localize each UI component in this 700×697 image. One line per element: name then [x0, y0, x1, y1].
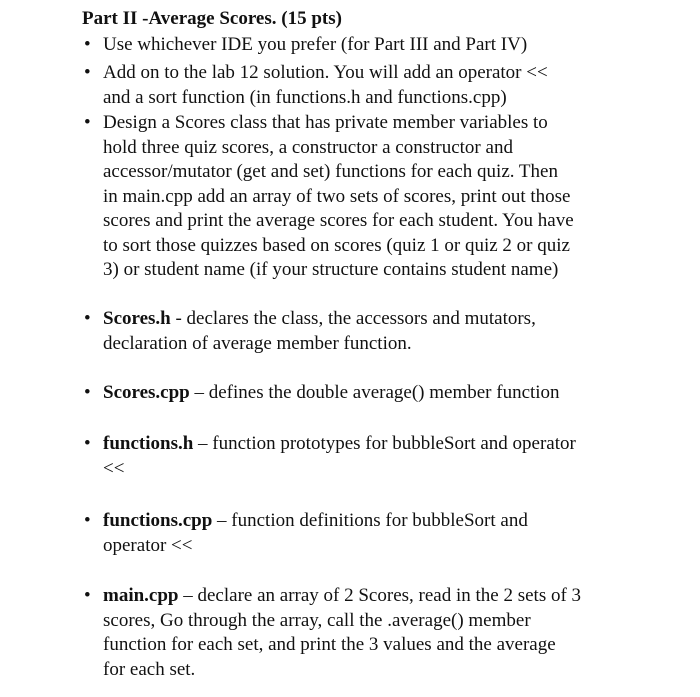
bullet-text-line: to sort those quizzes based on scores (quiz 1 or quiz 2 or quiz	[103, 234, 570, 256]
bullet-description: – defines the double average() member function	[189, 382, 560, 403]
bullet-text-line: accessor/mutator (get and set) functions for each quiz. Then	[103, 161, 558, 182]
file-name-term: Scores.h	[103, 308, 171, 329]
bullet-item-scores-cpp	[84, 381, 654, 406]
section-heading: Part II -Average Scores. (15 pts)	[82, 8, 342, 29]
bullet-icon: •	[84, 510, 91, 531]
bullet-item-scores-h	[84, 307, 654, 356]
bullet-item-lab12	[84, 61, 654, 110]
bullet-text-line: Add on to the lab 12 solution. You will add an operator <<	[103, 62, 548, 83]
bullet-text-line: <<	[103, 457, 125, 479]
bullet-text-line: scores, Go through the array, call the .average() member	[103, 609, 531, 631]
file-name-term: functions.cpp	[103, 510, 213, 531]
bullet-text-line: declaration of average member function.	[103, 332, 412, 354]
bullet-text-line: in main.cpp add an array of two sets of scores, print out those	[103, 185, 571, 207]
bullet-text-line: Design a Scores class that has private member variables to	[103, 112, 548, 133]
bullet-text-line	[103, 381, 654, 406]
bullet-item-functions-cpp	[84, 509, 654, 558]
bullet-item-main-cpp	[84, 584, 654, 682]
bullet-icon: •	[84, 34, 91, 55]
bullet-description: – declare an array of 2 Scores, read in the 2 sets of 3	[178, 585, 582, 606]
file-name-term: functions.h	[103, 433, 194, 454]
bullet-item-scores-class	[84, 111, 654, 283]
bullet-text-line: for each set.	[103, 658, 196, 680]
bullet-text-line: function for each set, and print the 3 values and the average	[103, 634, 556, 655]
bullet-icon: •	[84, 308, 91, 329]
bullet-icon: •	[84, 112, 91, 133]
bullet-text-line: Use whichever IDE you prefer (for Part III and Part IV)	[103, 34, 528, 55]
file-name-term: main.cpp	[103, 585, 179, 606]
bullet-icon: •	[84, 62, 91, 83]
bullet-icon: •	[84, 585, 91, 606]
bullet-text-line: 3) or student name (if your structure contains student name)	[103, 259, 559, 280]
bullet-text-line: hold three quiz scores, a constructor a constructor and	[103, 136, 513, 158]
bullet-text-line	[103, 584, 654, 609]
bullet-item-ide	[84, 33, 654, 58]
bullet-text-line: operator <<	[103, 534, 193, 556]
bullet-description: - declares the class, the accessors and mutators,	[170, 308, 536, 329]
bullet-item-functions-h	[84, 432, 654, 481]
bullet-text-line: scores and print the average scores for each student. You have	[103, 210, 574, 231]
bullet-icon: •	[84, 433, 91, 454]
file-name-term: Scores.cpp	[103, 382, 190, 403]
bullet-text-line	[103, 509, 654, 534]
bullet-text-line	[103, 432, 654, 457]
bullet-description: – function prototypes for bubbleSort and operator	[193, 433, 576, 454]
bullet-text-line	[103, 307, 654, 332]
bullet-description: – function definitions for bubbleSort and	[212, 510, 528, 531]
bullet-text-line: and a sort function (in functions.h and functions.cpp)	[103, 86, 507, 108]
bullet-icon: •	[84, 382, 91, 403]
